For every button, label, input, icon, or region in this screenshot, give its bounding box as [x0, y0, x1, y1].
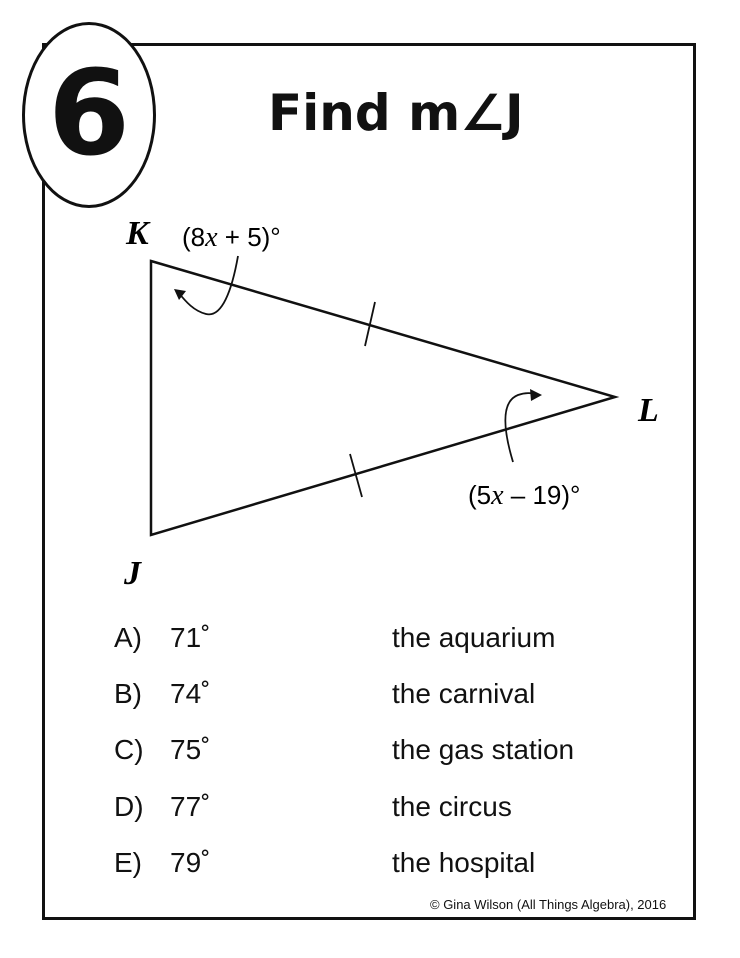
choice-place: the carnival — [392, 678, 536, 709]
angle-l-arrowhead — [530, 389, 542, 401]
vertex-label-j: J — [124, 555, 141, 592]
vertex-label-k: K — [126, 215, 149, 252]
choice-place: the circus — [392, 791, 512, 822]
choice-value: 71˚ — [170, 622, 211, 653]
vertex-label-l: L — [638, 392, 659, 429]
choice-letter: C) — [114, 734, 144, 765]
choice-place: the hospital — [392, 847, 536, 878]
choice-letter: A) — [114, 622, 142, 653]
angle-l-expression: (5x – 19)° — [468, 480, 581, 511]
copyright-notice: © Gina Wilson (All Things Algebra), 2016 — [430, 897, 667, 912]
angle-k-expression: (8x + 5)° — [182, 222, 281, 253]
choice-place: the aquarium — [392, 622, 556, 653]
choice-place: the gas station — [392, 734, 575, 765]
choice-letter: B) — [114, 678, 142, 709]
problem-title: Find m∠J — [268, 84, 524, 142]
choice-value: 74˚ — [170, 678, 211, 709]
choice-value: 75˚ — [170, 734, 211, 765]
angle-k-arrow — [178, 256, 238, 314]
problem-number-badge — [22, 22, 156, 208]
choice-value: 77˚ — [170, 791, 211, 822]
problem-number: 6 — [47, 44, 131, 182]
choice-value: 79˚ — [170, 847, 211, 878]
choice-letter: E) — [114, 847, 142, 878]
choice-letter: D) — [114, 791, 144, 822]
